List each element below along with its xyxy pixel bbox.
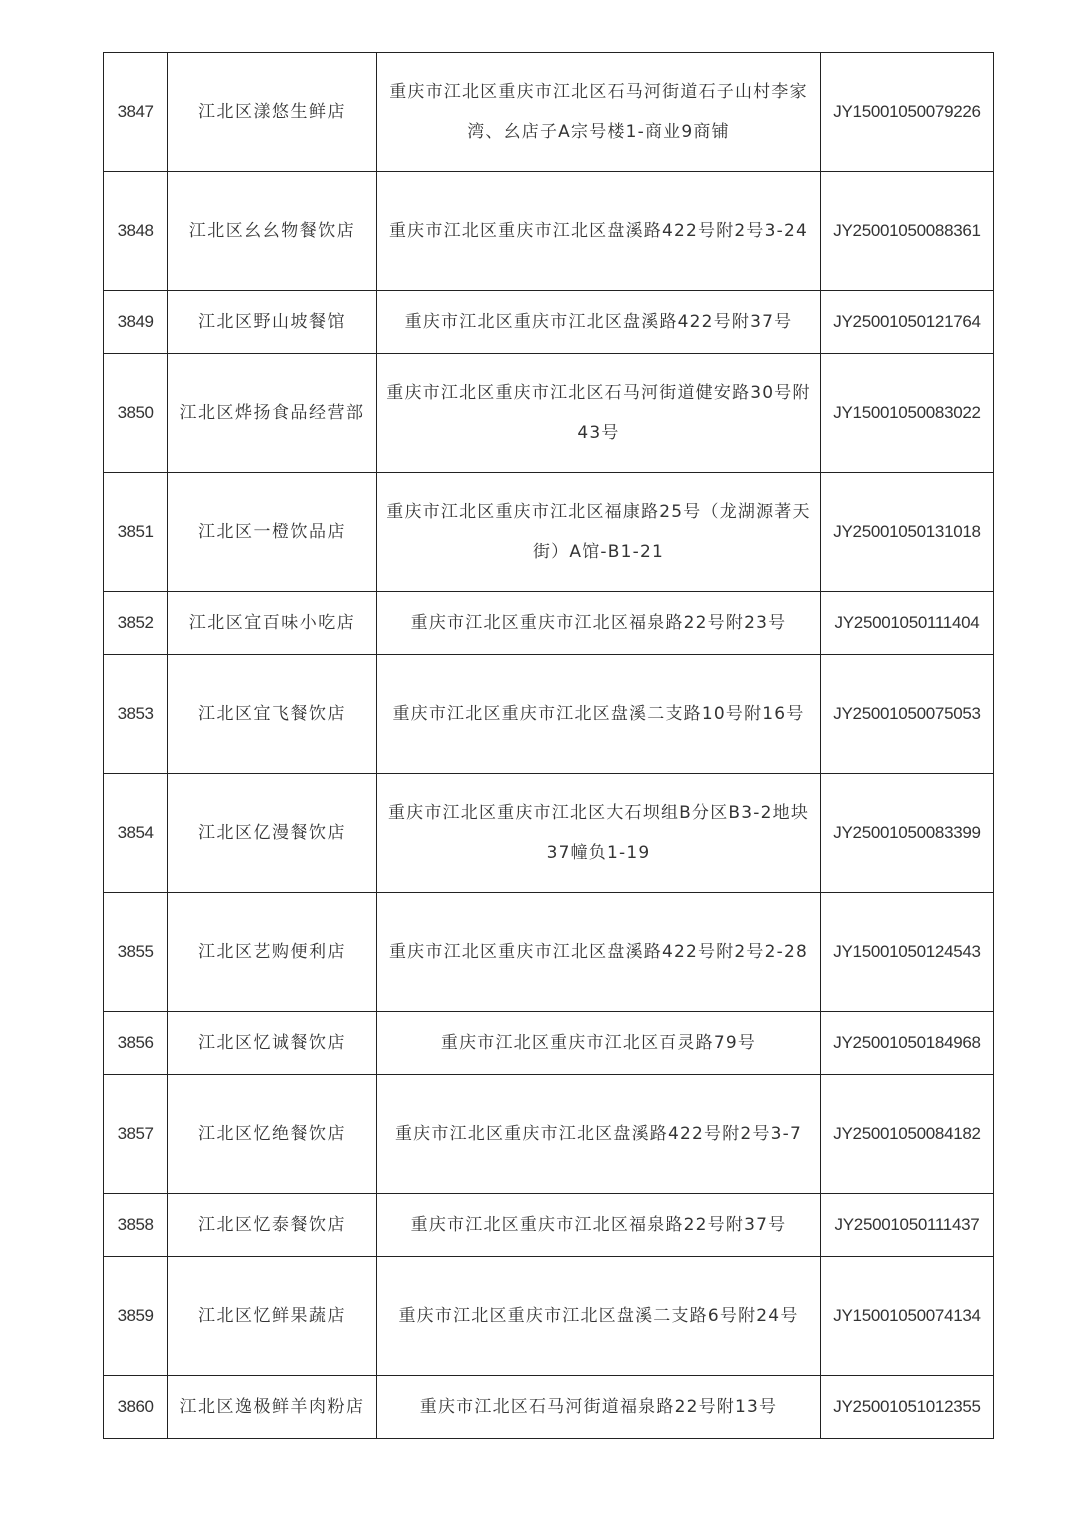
row-number: 3856	[104, 1012, 168, 1075]
row-number: 3849	[104, 291, 168, 354]
business-address: 重庆市江北区重庆市江北区盘溪路422号附2号3-7	[377, 1075, 821, 1194]
license-number: JY25001050088361	[821, 172, 994, 291]
table-row	[104, 53, 994, 172]
license-number: JY25001051012355	[821, 1376, 994, 1439]
row-number: 3859	[104, 1257, 168, 1376]
business-address: 重庆市江北区重庆市江北区石马河街道健安路30号附43号	[377, 354, 821, 473]
license-number: JY15001050074134	[821, 1257, 994, 1376]
business-name: 江北区亿漫餐饮店	[168, 774, 377, 893]
business-name: 江北区漾悠生鲜店	[168, 53, 377, 172]
table-row	[104, 655, 994, 774]
license-number: JY25001050084182	[821, 1075, 994, 1194]
business-address: 重庆市江北区重庆市江北区盘溪路422号附2号3-24	[377, 172, 821, 291]
row-number: 3848	[104, 172, 168, 291]
business-name: 江北区宜百味小吃店	[168, 592, 377, 655]
business-address: 重庆市江北区重庆市江北区盘溪路422号附2号2-28	[377, 893, 821, 1012]
business-name: 江北区野山坡餐馆	[168, 291, 377, 354]
license-number: JY25001050075053	[821, 655, 994, 774]
row-number: 3855	[104, 893, 168, 1012]
license-number: JY15001050083022	[821, 354, 994, 473]
row-number: 3851	[104, 473, 168, 592]
business-name: 江北区一橙饮品店	[168, 473, 377, 592]
business-name: 江北区宜飞餐饮店	[168, 655, 377, 774]
business-address: 重庆市江北区重庆市江北区福康路25号（龙湖源著天街）A馆-B1-21	[377, 473, 821, 592]
table-row	[104, 291, 994, 354]
business-address: 重庆市江北区重庆市江北区福泉路22号附37号	[377, 1194, 821, 1257]
license-number: JY25001050131018	[821, 473, 994, 592]
table-row	[104, 1012, 994, 1075]
business-address: 重庆市江北区重庆市江北区百灵路79号	[377, 1012, 821, 1075]
table-row	[104, 473, 994, 592]
table-row	[104, 774, 994, 893]
business-name: 江北区忆绝餐饮店	[168, 1075, 377, 1194]
row-number: 3852	[104, 592, 168, 655]
table-row	[104, 1194, 994, 1257]
business-license-table	[103, 52, 994, 1439]
business-name: 江北区幺幺物餐饮店	[168, 172, 377, 291]
business-address: 重庆市江北区重庆市江北区盘溪二支路6号附24号	[377, 1257, 821, 1376]
business-name: 江北区逸极鲜羊肉粉店	[168, 1376, 377, 1439]
business-address: 重庆市江北区重庆市江北区大石坝组B分区B3-2地块37幢负1-19	[377, 774, 821, 893]
license-number: JY25001050111437	[821, 1194, 994, 1257]
table-row	[104, 172, 994, 291]
business-address: 重庆市江北区重庆市江北区盘溪二支路10号附16号	[377, 655, 821, 774]
business-name: 江北区忆泰餐饮店	[168, 1194, 377, 1257]
table-row	[104, 1075, 994, 1194]
license-number: JY15001050124543	[821, 893, 994, 1012]
row-number: 3847	[104, 53, 168, 172]
row-number: 3857	[104, 1075, 168, 1194]
license-number: JY15001050079226	[821, 53, 994, 172]
row-number: 3850	[104, 354, 168, 473]
business-address: 重庆市江北区石马河街道福泉路22号附13号	[377, 1376, 821, 1439]
row-number: 3860	[104, 1376, 168, 1439]
business-address: 重庆市江北区重庆市江北区石马河街道石子山村李家湾、幺店子A宗号楼1-商业9商铺	[377, 53, 821, 172]
table-row	[104, 354, 994, 473]
license-number: JY25001050184968	[821, 1012, 994, 1075]
license-number: JY25001050111404	[821, 592, 994, 655]
business-name: 江北区忆鲜果蔬店	[168, 1257, 377, 1376]
table-row	[104, 1257, 994, 1376]
row-number: 3853	[104, 655, 168, 774]
row-number: 3854	[104, 774, 168, 893]
row-number: 3858	[104, 1194, 168, 1257]
license-number: JY25001050083399	[821, 774, 994, 893]
table-row	[104, 893, 994, 1012]
table-row	[104, 592, 994, 655]
business-address: 重庆市江北区重庆市江北区盘溪路422号附37号	[377, 291, 821, 354]
business-address: 重庆市江北区重庆市江北区福泉路22号附23号	[377, 592, 821, 655]
license-number: JY25001050121764	[821, 291, 994, 354]
table-row	[104, 1376, 994, 1439]
business-name: 江北区艺购便利店	[168, 893, 377, 1012]
business-name: 江北区忆诚餐饮店	[168, 1012, 377, 1075]
business-name: 江北区烨扬食品经营部	[168, 354, 377, 473]
